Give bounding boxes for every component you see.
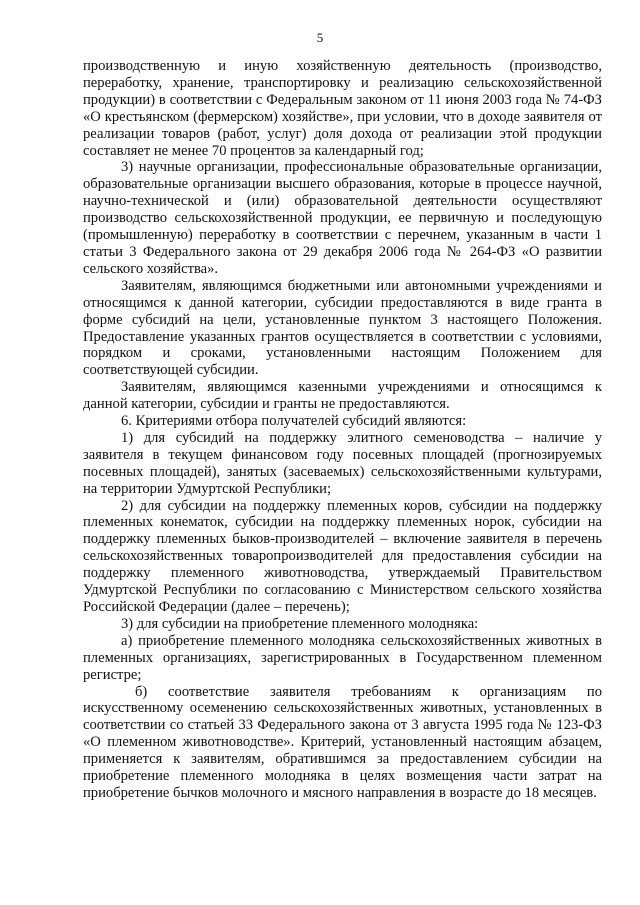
paragraph-budget-institutions: Заявителям, являющимся бюджетными или автономными учреждениями и относящимся к данной категории, субсидии предоставляются в виде гранта в форме субсидий на цели, установленные пунктом 3 настоящего Положения. Предоставление указанных грантов осуществляется в соответствии с условиями, порядком и сроками, установленными настоящим Положением для соответствующей субсидии.: [83, 277, 602, 379]
paragraph-criterion-3: 3) для субсидии на приобретение племенного молодняка:: [121, 615, 479, 632]
paragraph-section-6-heading: 6. Критериями отбора получателей субсидий являются:: [121, 413, 467, 430]
paragraph-criterion-1: 1) для субсидий на поддержку элитного семеноводства – наличие у заявителя в текущем финансовом году посевных площадей (прогнозируемых посевных площадей), занятых (засеваемых) сельскохозяйственными культурами, на территории Удмуртской Республики;: [83, 429, 602, 497]
paragraph-state-institutions: Заявителям, являющимся казенными учреждениями и относящимся к данной категории, субсидии и гранты не предоставляются.: [83, 379, 602, 413]
paragraph-farm-continuation: производственную и иную хозяйственную деятельность (производство, переработку, хранение, транспортировку и реализацию сельскохозяйственной продукции) в соответствии с Федеральным законом от 11 июня 2003 года № 74-ФЗ «О крестьянском (фермерском) хозяйстве», при условии, что в доходе заявителя от реализации товаров (работ, услуг) доля дохода от реализации этой продукции составляет не менее 70 процентов за календарный год;: [83, 58, 602, 159]
document-body: [83, 58, 602, 802]
paragraph-criterion-3a: а) приобретение племенного молодняка сельскохозяйственных животных в племенных организациях, зарегистрированных в Государственном племенном регистре;: [83, 632, 602, 683]
page-number: 5: [316, 30, 324, 45]
paragraph-criterion-2: 2) для субсидии на поддержку племенных коров, субсидии на поддержку племенных конематок, субсидии на поддержку племенных норок, субсидии на поддержку племенных быков-производителей – включение заявителя в перечень сельскохозяйственных товаропроизводителей для предоставления субсидии на поддержку племенного животноводства, утверждаемый Правительством Удмуртской Республики по согласованию с Министерством сельского хозяйства Российской Федерации (далее – перечень);: [83, 497, 602, 615]
paragraph-criterion-3b: б) соответствие заявителя требованиям к организациям по искусственному осеменению сельскохозяйственных животных, установленных в соответствии со статьей 33 Федерального закона от 3 августа 1995 года № 123-ФЗ «О племенном животноводстве». Критерий, установленный настоящим абзацем, применяется к заявителям, обратившимся за предоставлением субсидии на приобретение племенного молодняка в целях возмещения части затрат на приобретение бычков молочного и мясного направления в возрасте до 18 месяцев.: [83, 683, 602, 801]
paragraph-item-3-scientific: 3) научные организации, профессиональные образовательные организации, образовательные организации высшего образования, которые в процессе научной, научно-технической и (или) образовательной деятельности осуществляют производство сельскохозяйственной продукции, ее первичную и последующую (промышленную) переработку в соответствии с перечнем, указанным в части 1 статьи 3 Федерального закона от 29 декабря 2006 года № 264-ФЗ «О развитии сельского хозяйства».: [83, 159, 602, 277]
